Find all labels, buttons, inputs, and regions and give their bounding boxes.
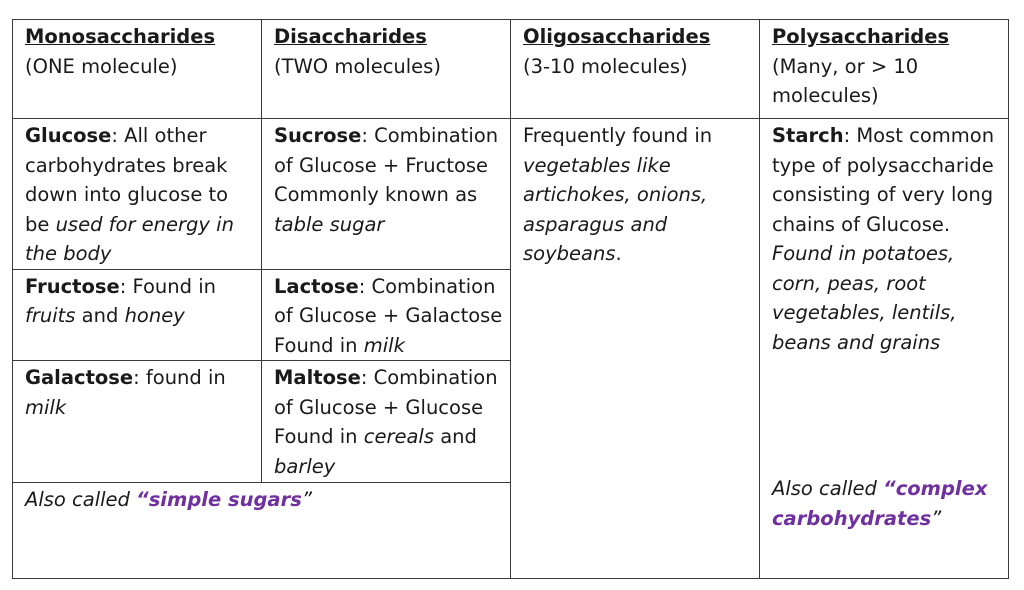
complex-carbohydrates-note: Also called “complex carbohydrates” (772, 477, 988, 530)
polysaccharides-cell: Starch: Most common type of polysaccharide consisting of very long chains of Glucose. Found in potatoes, corn, peas, root vegetables, lentils, beans and grains Also called “complex carbohydrates” (760, 119, 1009, 579)
header-subtitle: (ONE molecule) (25, 54, 178, 78)
header-subtitle: (3-10 molecules) (523, 54, 688, 78)
galactose-cell: Galactose: found in milk (13, 361, 262, 483)
simple-sugars-note: Also called “simple sugars” (13, 483, 511, 579)
term-sucrose: Sucrose (274, 124, 362, 147)
term-maltose: Maltose (274, 366, 361, 389)
header-title: Monosaccharides (25, 25, 216, 48)
table-row (13, 119, 1009, 270)
carbohydrates-table (12, 19, 1009, 579)
header-polysaccharides (760, 20, 1009, 119)
glucose-cell: Glucose: All other carbohydrates break down into glucose to be used for energy in the body (13, 119, 262, 270)
header-subtitle: (TWO molecules) (274, 54, 441, 78)
term-lactose: Lactose (274, 274, 359, 298)
header-title: Polysaccharides (772, 25, 950, 48)
fructose-cell: Fructose: Found in fruits and honey (13, 269, 262, 361)
header-subtitle: molecules) (772, 84, 879, 107)
header-title: Oligosaccharides (523, 25, 711, 48)
header-disaccharides (262, 20, 511, 119)
term-fructose: Fructose (25, 274, 120, 298)
header-monosaccharides (13, 20, 262, 119)
term-galactose: Galactose (25, 366, 134, 389)
header-title: Disaccharides (274, 25, 427, 48)
term-glucose: Glucose (25, 124, 112, 147)
header-subtitle: (Many, or > 10 (772, 54, 919, 78)
sucrose-cell: Sucrose: Combination of Glucose + Fructose Commonly known as table sugar (262, 119, 511, 270)
header-row (13, 20, 1009, 119)
header-oligosaccharides (511, 20, 760, 119)
maltose-cell: Maltose: Combination of Glucose + Glucose Found in cereals and barley (262, 361, 511, 483)
term-starch: Starch (772, 124, 844, 147)
lactose-cell: Lactose: Combination of Glucose + Galactose Found in milk (262, 269, 511, 361)
oligosaccharides-cell: Frequently found in vegetables like artichokes, onions, asparagus and soybeans. (511, 119, 760, 579)
